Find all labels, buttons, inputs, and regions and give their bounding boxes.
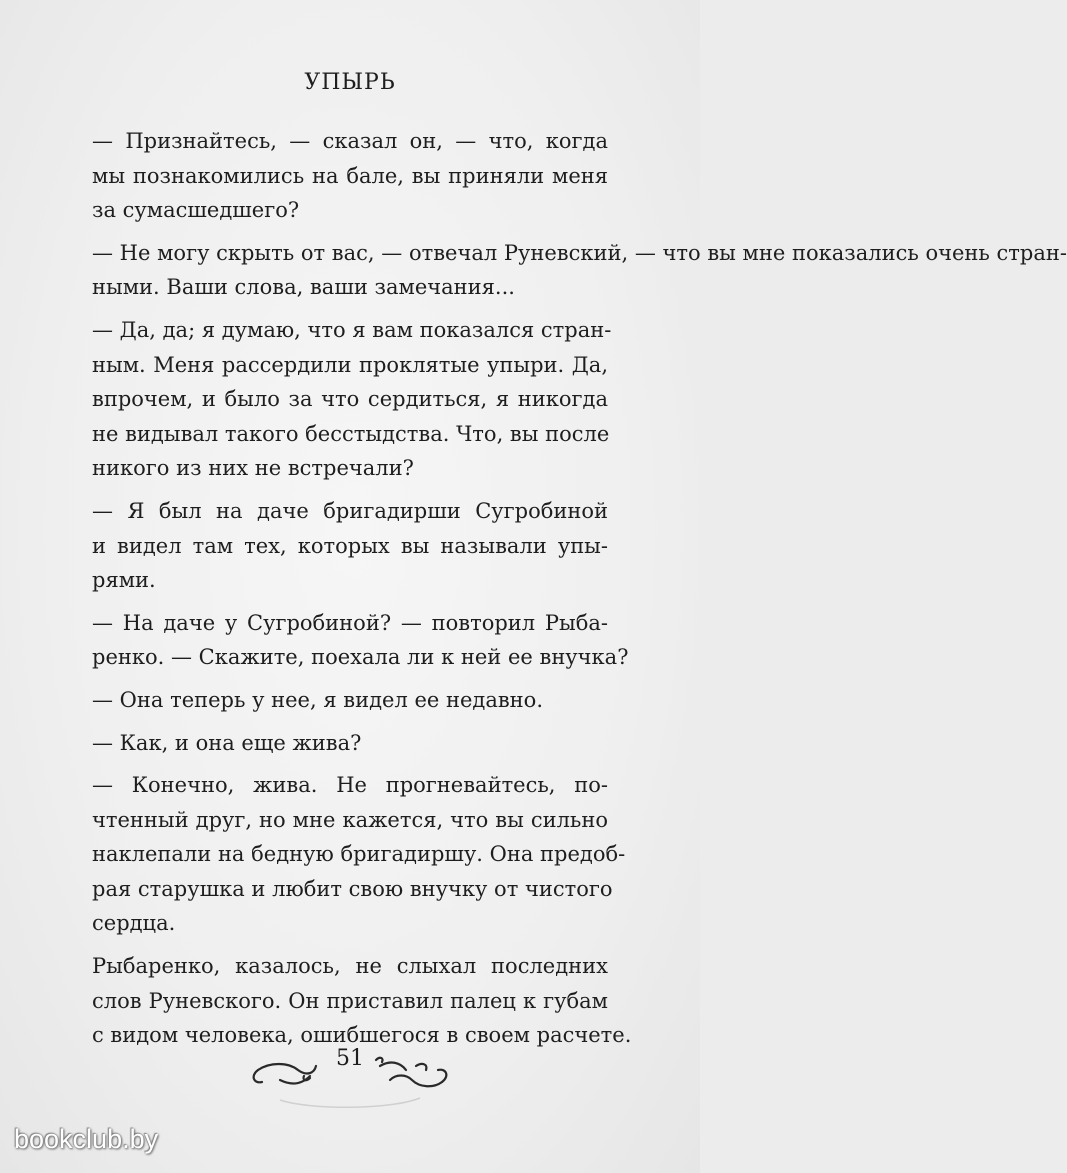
text-line: ным. Меня рассердили проклятые упыри. Да, [92,352,608,377]
text-line: чтенный друг, но мне кажется, что вы сильно [92,807,608,832]
text-line: — Признайтесь, — сказал он, — что, когда [92,129,608,153]
text-line: — Конечно, жива. Не прогневайтесь, по- [92,773,608,798]
text-line: с видом человека, ошибшегося в своем расчете. [92,1023,632,1048]
paragraph [92,236,1067,305]
paragraph [92,683,608,718]
text-line: — Как, и она еще жива? [92,730,362,755]
text-line: впрочем, и было за что сердиться, я никогда [92,387,608,412]
text-line: ренко. — Скажите, поехала ли к ней ее внучка? [92,645,629,670]
text-line: мы познакомились на бале, вы приняли меня [92,163,608,188]
page-folio [240,1040,460,1120]
paragraph [92,313,612,486]
text-line: рая старушка и любит свою внучку от чистого [92,876,613,901]
running-header: УПЫРЬ [304,70,396,95]
text-line: — Она теперь у нее, я видел ее недавно. [92,687,543,712]
text-line: не видывал такого бесстыдства. Что, вы после [92,421,610,446]
text-line: наклепали на бедную бригадиршу. Она предоб- [92,842,626,867]
text-line: никого из них не встречали? [92,456,414,481]
text-line: за сумасшедшего? [92,198,300,223]
text-line: — Я был на даче бригадирши Сугробиной [92,498,608,523]
paragraph [92,949,632,1053]
text-line: слов Руневского. Он приставил палец к губам [92,988,608,1013]
paragraph [92,494,608,598]
text-line: Рыбаренко, казалось, не слыхал последних [92,954,608,979]
page-number: 51 [336,1046,364,1071]
paragraph [92,606,629,675]
paragraph [92,124,608,228]
text-line: ными. Ваши слова, ваши замечания... [92,275,515,300]
text-line: сердца. [92,911,176,936]
paragraph [92,726,608,761]
watermark: bookclub.by [14,1124,159,1154]
text-line: — На даче у Сугробиной? — повторил Рыба- [92,610,608,635]
text-line: и видел там тех, которых вы называли упы- [92,533,608,558]
paragraph [92,768,626,941]
text-line: — Да, да; я думаю, что я вам показался стран- [92,317,612,342]
body-text [92,124,1067,1061]
text-line: рями. [92,568,156,593]
text-line: — Не могу скрыть от вас, — отвечал Руневский, — что вы мне показались очень стран- [92,240,1067,265]
